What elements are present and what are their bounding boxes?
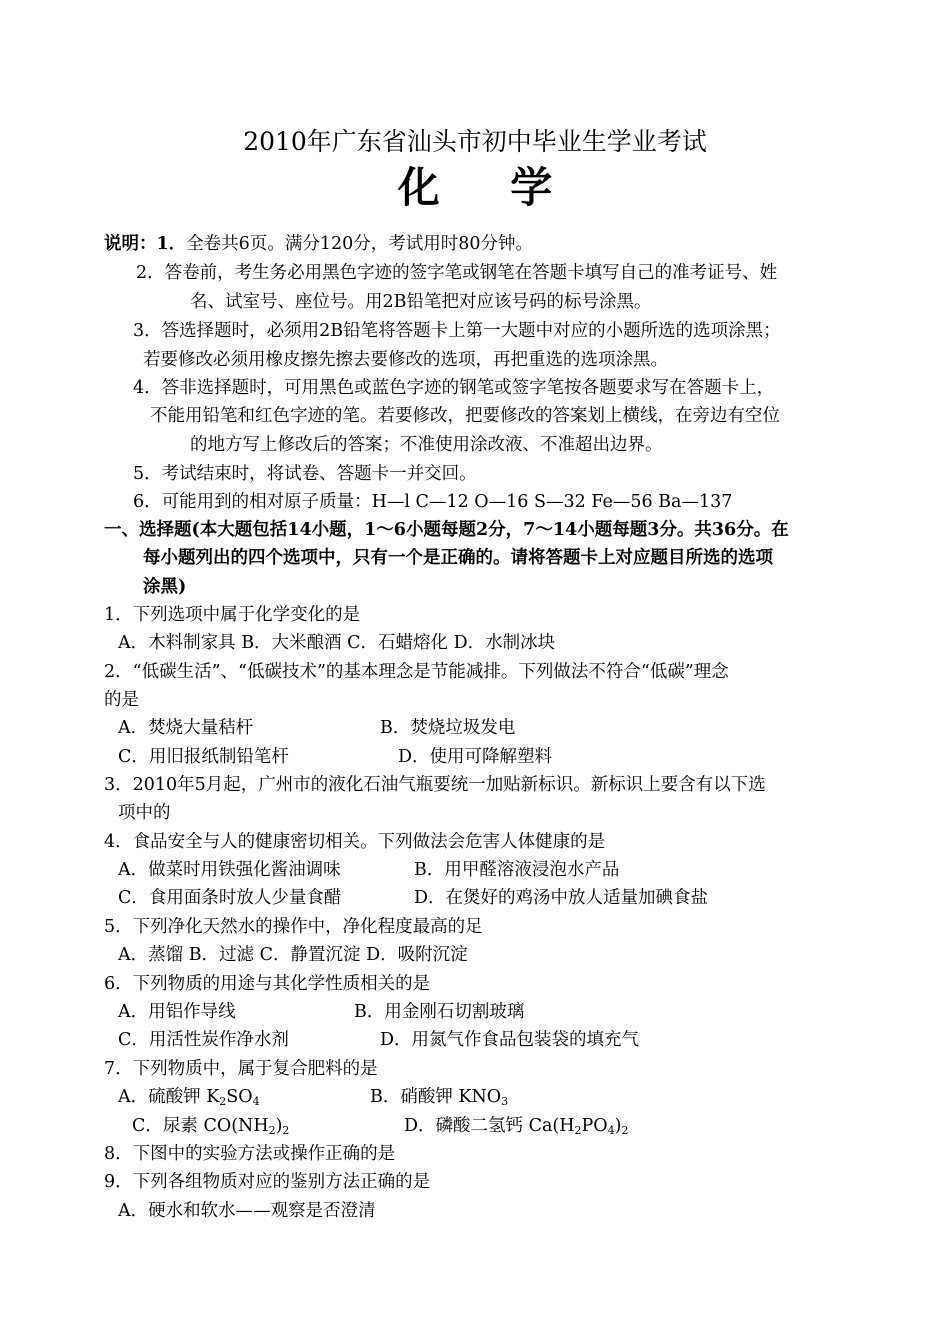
question-6: 6．下列物质的用途与其化学性质相关的是 [104, 974, 431, 994]
q7-a-mid: SO [226, 1087, 253, 1107]
question-1-options: A．木料制家具 B．大米酿酒 C．石蜡熔化 D．水制冰块 [118, 633, 556, 653]
instruction-4-line-2: 不能用铅笔和红色字迹的笔。若要修改，把要修改的答案划上横线，在旁边有空位 [150, 406, 780, 426]
question-6-option-d: D．用氮气作食品包装袋的填充气 [380, 1030, 640, 1050]
q7-d-sub-3: 2 [621, 1124, 629, 1137]
q7-b-text: B．硝酸钾 KNO [370, 1087, 502, 1107]
question-4-option-a: A．做菜时用铁强化酱油调味 [118, 860, 341, 880]
question-5: 5．下列净化天然水的操作中，净化程度最高的足 [104, 917, 483, 937]
question-2-option-b: B．焚烧垃圾发电 [380, 718, 516, 738]
question-7-option-d [404, 1114, 628, 1138]
q7-c-text: C．尿素 CO(NH [132, 1116, 269, 1136]
question-7-option-c [132, 1114, 289, 1138]
q7-a-text: A．硫酸钾 K [118, 1087, 220, 1107]
question-4-option-d: D．在煲好的鸡汤中放人适量加碘食盐 [414, 888, 709, 908]
question-2-line-1: 2．“低碳生活”、“低碳技术”的基本理念是节能减排。下列做法不符合“低碳”理念 [104, 662, 729, 682]
instruction-4-line-1: 4．答非选择题时，可用黑色或蓝色字迹的钢笔或签字笔按各题要求写在答题卡上， [133, 378, 775, 398]
question-6-option-a: A．用铝作导线 [118, 1002, 236, 1022]
instruction-1-text: 全卷共6页。满分120分，考试用时80分钟。 [186, 234, 533, 254]
question-1: 1．下列选项中属于化学变化的是 [104, 605, 361, 625]
q7-d-mid: PO [581, 1116, 608, 1136]
q7-d-end: ) [614, 1116, 622, 1136]
instruction-4-line-3: 的地方写上修改后的答案；不准使用涂改液、不准超出边界。 [190, 435, 663, 455]
question-3-line-1: 3．2010年5月起，广州市的液化石油气瓶要统一加贴新标识。新标识上要含有以下选 [104, 775, 766, 795]
instruction-3-line-2: 若要修改必须用橡皮擦先擦去要修改的选项，再把重选的选项涂黑。 [143, 350, 668, 370]
question-2-option-a: A．焚烧大量秸杆 [118, 718, 254, 738]
question-2-option-d: D．使用可降解塑料 [398, 747, 553, 767]
q7-c-mid: ) [275, 1116, 283, 1136]
q7-d-sub-1: 2 [574, 1124, 582, 1137]
instructions-label: 说明： [104, 234, 157, 254]
q7-a-sub-2: 4 [252, 1095, 260, 1108]
question-7-option-a [118, 1085, 260, 1109]
question-9-option-a: A．硬水和软水——观察是否澄清 [118, 1201, 376, 1221]
question-8: 8．下图中的实验方法或操作正确的是 [104, 1144, 396, 1164]
question-2-line-2: 的是 [104, 690, 139, 710]
instruction-1 [104, 232, 533, 256]
question-2-option-c: C．用旧报纸制铅笔杆 [118, 747, 289, 767]
instruction-3-line-1: 3．答选择题时，必须用2B铅笔将答题卡上第一大题中对应的小题所选的选项涂黑； [133, 321, 781, 341]
question-7: 7．下列物质中，属于复合肥料的是 [104, 1059, 378, 1079]
question-4-option-b: B．用甲醛溶液浸泡水产品 [414, 860, 620, 880]
question-5-options: A．蒸馏 B．过滤 C．静置沉淀 D．吸附沉淀 [118, 945, 468, 965]
exam-title: 2010年广东省汕头市初中毕业生学业考试 [243, 127, 707, 156]
q7-d-sub-2: 4 [607, 1124, 615, 1137]
instruction-6: 6．可能用到的相对原子质量：H—l C—12 O—16 S—32 Fe—56 Ba—137 [133, 492, 733, 512]
question-3-line-2: 项中的 [118, 803, 171, 823]
q7-c-sub-1: 2 [268, 1124, 276, 1137]
question-9: 9．下列各组物质对应的鉴别方法正确的是 [104, 1172, 431, 1192]
question-6-option-b: B．用金刚石切割玻璃 [354, 1002, 525, 1022]
question-6-option-c: C．用活性炭作净水剂 [118, 1030, 289, 1050]
question-4: 4．食品安全与人的健康密切相关。下列做法会危害人体健康的是 [104, 832, 606, 852]
section-1-heading-line-2: 每小题列出的四个选项中，只有一个是正确的。请将答题卡上对应题目所选的选项 [143, 548, 773, 568]
section-1-heading-line-3: 涂黑) [143, 577, 187, 597]
q7-a-sub-1: 2 [219, 1095, 227, 1108]
instruction-5: 5．考试结束时，将试卷、答题卡一并交回。 [133, 464, 477, 484]
subject-heading: 化 学 [397, 163, 581, 212]
instruction-2-line-1: 2．答卷前，考生务必用黑色字迹的签字笔或钢笔在答题卡填写自己的准考证号、姓 [136, 263, 778, 283]
q7-c-sub-2: 2 [282, 1124, 290, 1137]
instruction-1-number: 1． [156, 234, 187, 254]
section-1-heading-line-1: 一、选择题(本大题包括14小题，1～6小题每题2分，7～14小题每题3分。共36分。在 [104, 520, 789, 540]
question-7-option-b [370, 1085, 508, 1109]
question-4-option-c: C．食用面条时放人少量食醋 [118, 888, 342, 908]
q7-d-text: D．磷酸二氢钙 Ca(H [404, 1116, 575, 1136]
instruction-2-line-2: 名、试室号、座位号。用2B铅笔把对应该号码的标号涂黑。 [190, 292, 652, 312]
q7-b-sub-1: 3 [501, 1095, 509, 1108]
